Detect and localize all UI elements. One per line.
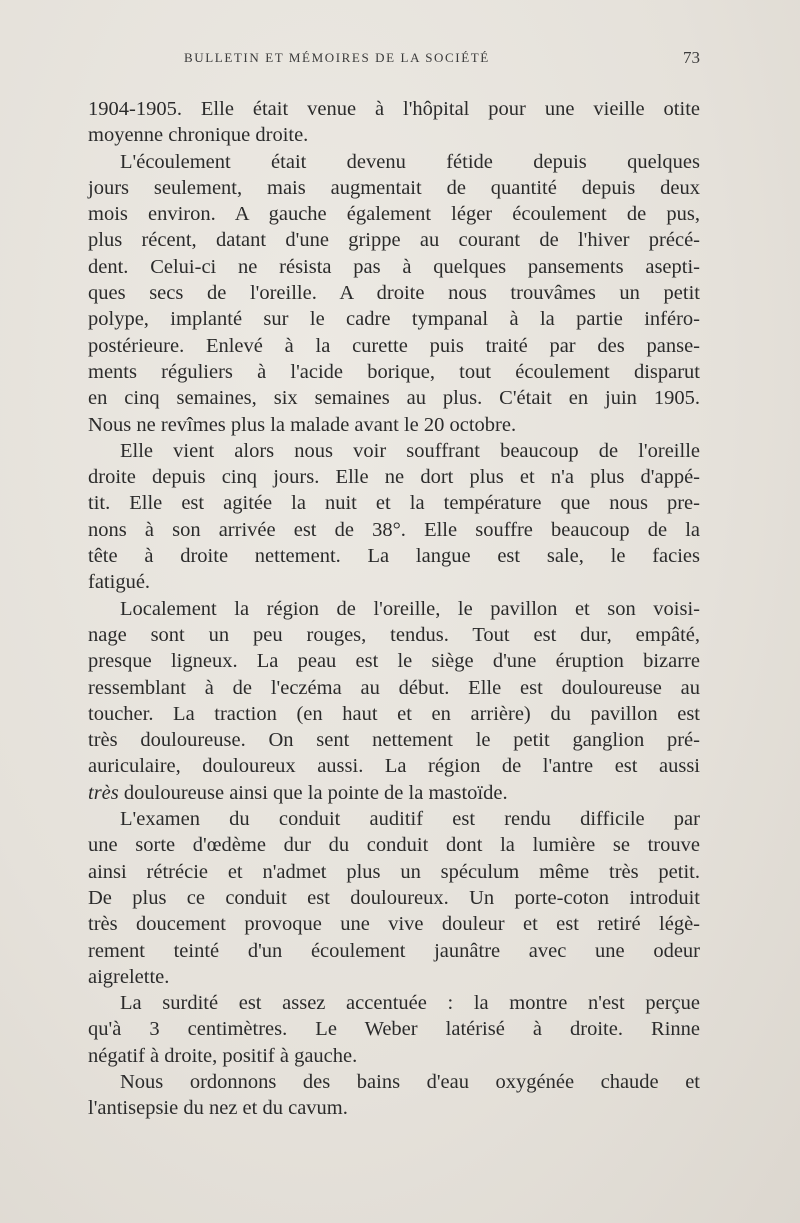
text-line: auriculaire, douloureux aussi. La région de l'antre est aussi <box>88 755 700 778</box>
text-line: Elle vient alors nous voir souffrant beaucoup de l'oreille <box>120 439 700 462</box>
text-line: 1904-1905. Elle était venue à l'hôpital pour une vieille otite <box>88 98 700 120</box>
italic-word: très <box>88 781 119 804</box>
text-line: postérieure. Enlevé à la curette puis traité par des panse- <box>88 334 700 357</box>
text-line <box>88 780 700 806</box>
body-text <box>88 96 700 1122</box>
text-line: L'examen du conduit auditif est rendu difficile par <box>120 808 700 831</box>
text-line: Nous ordonnons des bains d'eau oxygénée chaude et <box>120 1070 700 1093</box>
text-line: en cinq semaines, six semaines au plus. C'était en juin 1905. <box>88 387 700 410</box>
text-line: mois environ. A gauche également léger écoulement de pus, <box>88 203 700 226</box>
text-line: aigrelette. <box>88 965 170 988</box>
text-line: La surdité est assez accentuée : la montre n'est perçue <box>120 992 700 1015</box>
text-line: nons à son arrivée est de 38°. Elle souffre beaucoup de la <box>88 518 700 541</box>
text-line: presque ligneux. La peau est le siège d'une éruption bizarre <box>88 650 700 673</box>
text-line: De plus ce conduit est douloureux. Un porte-coton introduit <box>88 886 700 909</box>
text-line: tête à droite nettement. La langue est sale, le facies <box>88 545 700 568</box>
text-line: une sorte d'œdème dur du conduit dont la lumière se trouve <box>88 834 700 857</box>
text-line: polype, implanté sur le cadre tympanal à la partie inféro- <box>88 308 700 331</box>
text-line: rement teinté d'un écoulement jaunâtre avec une odeur <box>88 939 700 962</box>
text-line: plus récent, datant d'une grippe au courant de l'hiver précé- <box>88 229 700 252</box>
text-line: très doucement provoque une vive douleur et est retiré légè- <box>88 913 700 936</box>
text-line: tit. Elle est agitée la nuit et la température que nous pre- <box>88 492 700 515</box>
text-line: très douloureuse. On sent nettement le petit ganglion pré- <box>88 729 700 752</box>
text-line: ques secs de l'oreille. A droite nous trouvâmes un petit <box>88 282 700 305</box>
text-line: L'écoulement était devenu fétide depuis quelques <box>120 150 700 173</box>
text-line: Localement la région de l'oreille, le pavillon et son voisi- <box>120 597 700 620</box>
text-line: dent. Celui-ci ne résista pas à quelques pansements asepti- <box>88 255 700 278</box>
page-number: 73 <box>683 48 700 67</box>
text-line: ressemblant à de l'eczéma au début. Elle est douloureuse au <box>88 676 700 699</box>
text-line: jours seulement, mais augmentait de quantité depuis deux <box>88 176 700 199</box>
text-line: qu'à 3 centimètres. Le Weber latérisé à droite. Rinne <box>88 1018 700 1041</box>
text-line: fatigué. <box>88 571 151 594</box>
text-line: Nous ne revîmes plus la malade avant le 20 octobre. <box>88 413 517 436</box>
text-line: nage sont un peu rouges, tendus. Tout est dur, empâté, <box>88 623 700 646</box>
text-line: moyenne chronique droite. <box>88 124 309 147</box>
text-line: l'antisepsie du nez et du cavum. <box>88 1097 348 1120</box>
running-head <box>88 50 700 74</box>
text-line: droite depuis cinq jours. Elle ne dort plus et n'a plus d'appé- <box>88 466 700 489</box>
text-line: négatif à droite, positif à gauche. <box>88 1044 358 1067</box>
line-text: douloureuse ainsi que la pointe de la mastoïde. <box>118 781 508 804</box>
text-line: ments réguliers à l'acide borique, tout écoulement disparut <box>88 360 700 383</box>
running-title: BULLETIN ET MÉMOIRES DE LA SOCIÉTÉ <box>184 50 490 65</box>
text-line: toucher. La traction (en haut et en arrière) du pavillon est <box>88 702 700 725</box>
text-line: ainsi rétrécie et n'admet plus un spéculum même très petit. <box>88 860 700 883</box>
